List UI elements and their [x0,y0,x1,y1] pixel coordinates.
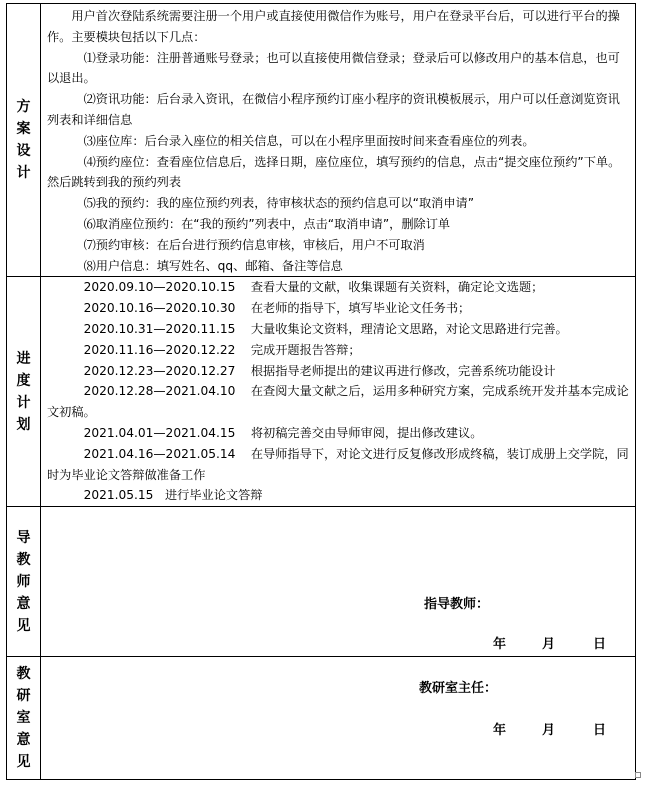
progress-dates: 2020.12.28—2021.04.10 [83,384,236,399]
table-resize-handle[interactable] [635,772,641,778]
proposal-form-table [6,3,636,780]
plan-content-cell [41,4,636,277]
plan-label-cell [7,4,41,277]
progress-text: 将初稿完善交由导师审阅，提出修改建议。 [250,425,483,440]
progress-item [47,319,629,340]
progress-item [47,361,629,382]
progress-text: 根据指导老师提出的建议再进行修改，完善系统功能设计 [250,363,556,378]
progress-dates: 2021.04.16—2021.05.14 [83,446,236,461]
progress-dates: 2021.04.01—2021.04.15 [83,425,236,440]
plan-paragraph: ⑻用户信息：填写姓名、qq、邮箱、备注等信息 [83,258,343,273]
advisor-row [7,507,636,657]
month-label: 月 [542,637,556,653]
progress-text: 进行毕业论文答辩 [165,488,263,503]
progress-text: 大量收集论文资料，理清论文思路，对论文思路进行完善。 [250,321,568,336]
plan-paragraph: ⑷预约座位：查看座位信息后，选择日期，座位座位，填写预约的信息，点击“提交座位预约”下单。然后跳转到我的预约列表 [47,154,621,190]
plan-paragraph: ⑺预约审核：在后台进行预约信息审核，审核后，用户不可取消 [83,237,425,252]
office-label: 教研室意见 [16,666,31,771]
plan-paragraph: ⑸我的预约：我的座位预约列表，待审核状态的预约信息可以“取消申请” [83,196,475,211]
progress-row [7,277,636,507]
progress-dates: 2020.10.16—2020.10.30 [83,301,236,316]
progress-text: 查看大量的文献，收集课题有关资料，确定论文选题； [250,280,544,295]
progress-item [47,485,629,506]
progress-dates: 2020.11.16—2020.12.22 [83,342,236,357]
month-label: 月 [542,723,556,739]
plan-paragraph: ⑹取消座位预约：在“我的预约”列表中，点击“取消申请”，删除订单 [83,216,451,231]
plan-paragraph: ⑴登录功能：注册普通账号登录；也可以直接使用微信登录；登录后可以修改用户的基本信息，也可以退出。 [47,50,620,86]
advisor-signature-label: 指导教师： [424,597,490,613]
year-label: 年 [493,723,507,739]
plan-paragraph: ⑶座位库：后台录入座位的相关信息，可以在小程序里面按时间来查看座位的列表。 [83,133,535,148]
progress-label: 进度计划 [16,350,31,433]
progress-item [47,423,629,444]
year-label: 年 [493,637,507,653]
progress-content-cell [41,277,636,507]
progress-dates: 2020.09.10—2020.10.15 [83,280,236,295]
plan-row [7,4,636,277]
progress-text: 在老师的指导下，填写毕业论文任务书； [250,301,471,316]
progress-dates: 2020.12.23—2020.12.27 [83,363,236,378]
progress-item [47,277,629,298]
plan-paragraph: 用户首次登陆系统需要注册一个用户或直接使用微信作为账号，用户在登录平台后，可以进行平台的操作。主要模块包括以下几点： [47,9,620,44]
office-row [7,657,636,780]
plan-paragraph: ⑵资讯功能：后台录入资讯，在微信小程序预约订座小程序的资讯模板展示，用户可以任意浏览资讯列表和详细信息 [47,92,620,127]
progress-label-cell [7,277,41,507]
progress-dates: 2021.05.15 [83,488,154,503]
office-label-cell [7,657,41,780]
progress-text: 在导师指导下，对论文进行反复修改形成终稿，装订成册上交学院，同时为毕业论文答辩做准备工作 [47,446,629,482]
day-label: 日 [593,637,607,653]
progress-item [47,381,629,423]
progress-item [47,444,629,486]
plan-label: 方案设计 [16,99,31,182]
advisor-opinion-cell [41,507,636,657]
progress-text: 在查阅大量文献之后，运用多种研究方案，完成系统开发并基本完成论文初稿。 [47,384,629,420]
progress-dates: 2020.10.31—2020.11.15 [83,321,236,336]
progress-text: 完成开题报告答辩； [250,342,361,357]
progress-item [47,340,629,361]
progress-item [47,298,629,319]
office-opinion-cell [41,657,636,780]
day-label: 日 [593,723,607,739]
advisor-label: 导教师意见 [16,529,31,634]
office-signature-label: 教研室主任： [419,681,498,697]
advisor-label-cell [7,507,41,657]
